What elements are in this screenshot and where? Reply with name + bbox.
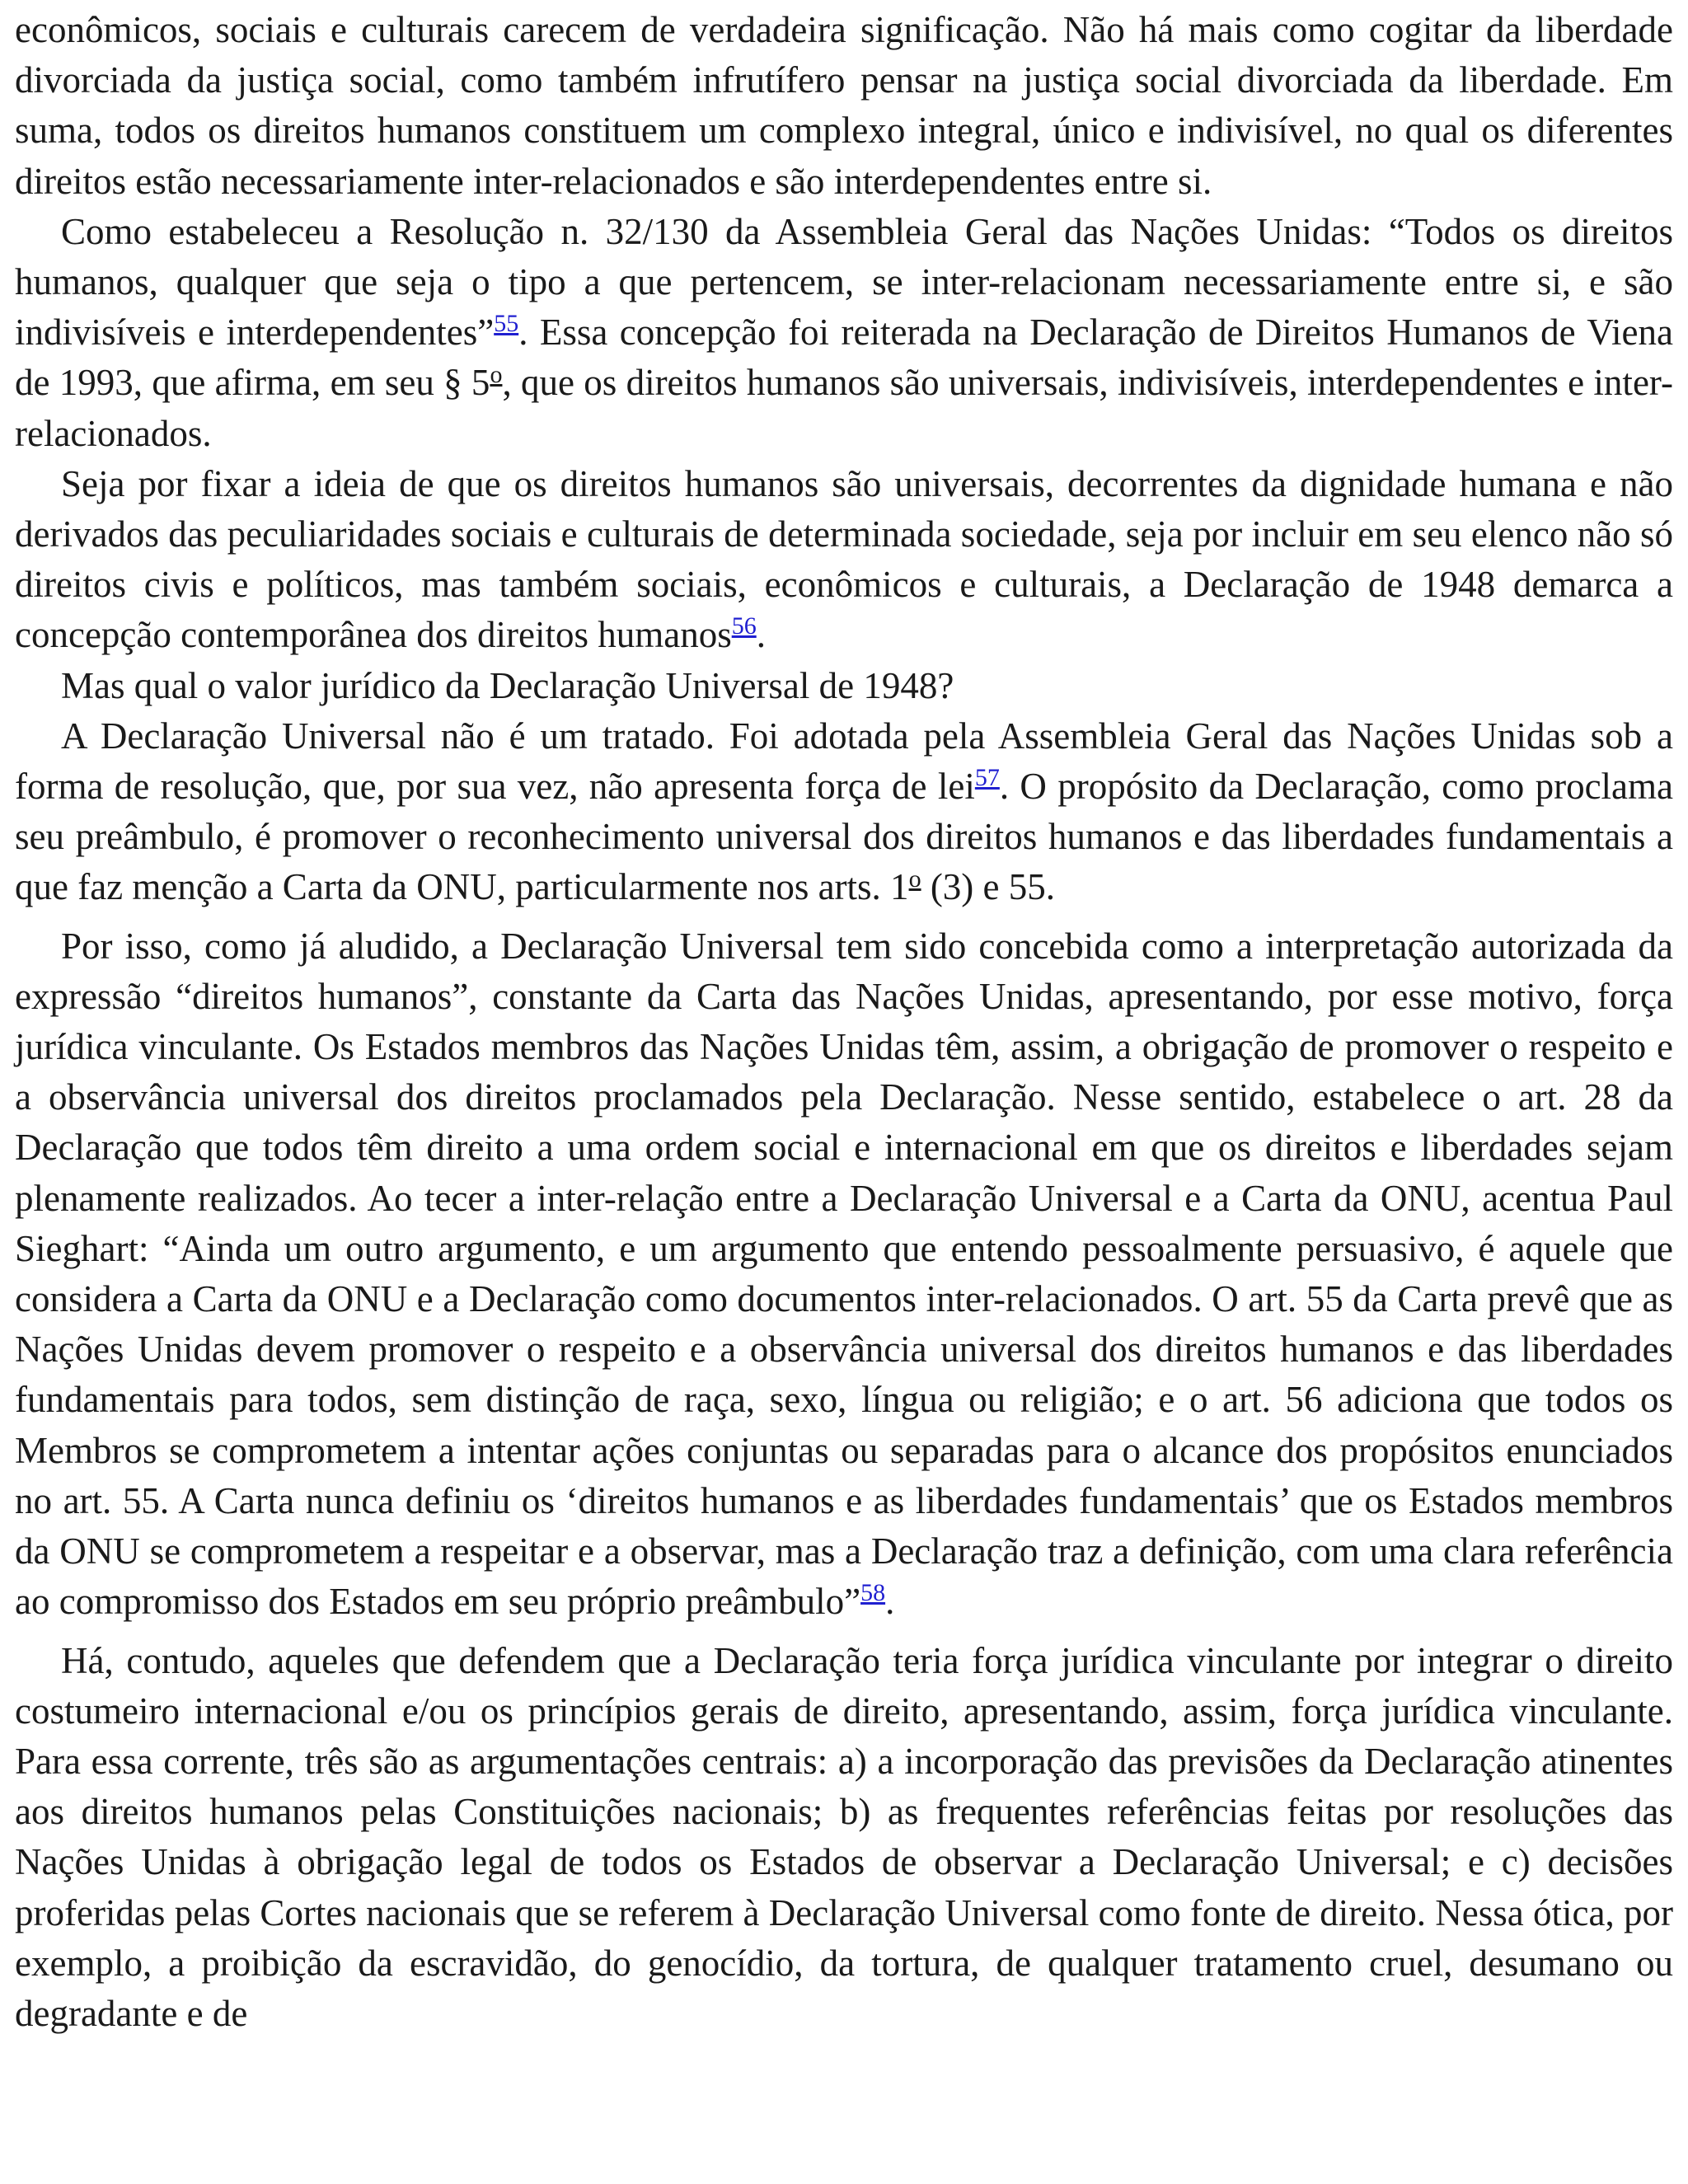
- paragraph-text: , que os direitos humanos são universais, indivisíveis, interdependentes e inter-relacionados.: [15, 362, 1673, 454]
- paragraph-7: [15, 1636, 1673, 2040]
- ordinal-indicator: o: [908, 865, 921, 893]
- footnote-link-58[interactable]: 58: [860, 1579, 886, 1607]
- paragraph-text: econômicos, sociais e culturais carecem de verdadeira significação. Não há mais como cogitar da liberdade divorciada da justiça social, como também infrutífero pensar na justiça social divorciada da liberdade. Em suma, todos os direitos humanos constituem um complexo integral, único e indivisível, no qual os diferentes direitos estão necessariamente inter-relacionados e são interdependentes entre si.: [15, 9, 1673, 202]
- paragraph-3: [15, 459, 1673, 661]
- paragraph-text: A Declaração Universal não é um tratado. Foi adotada pela Assembleia Geral das Nações Unidas sob a forma de resolução, que, por sua vez, não apresenta força de lei: [15, 715, 1673, 808]
- footnote-link-56[interactable]: 56: [731, 612, 757, 640]
- paragraph-2: [15, 207, 1673, 459]
- paragraph-5: [15, 711, 1673, 913]
- paragraph-text: .: [885, 1581, 895, 1623]
- paragraph-1: [15, 5, 1673, 207]
- paragraph-text: . Essa concepção foi reiterada na Declaração de Direitos Humanos de Viena de 1993, que afirma, em seu § 5: [15, 312, 1673, 404]
- paragraph-text: Há, contudo, aqueles que defendem que a Declaração teria força jurídica vinculante por integrar o direito costumeiro internacional e/ou os princípios gerais de direito, apresentando, assim, força jurídica vinculante. Para essa corrente, três são as argumentações centrais: a) a incorporação das previsões da Declaração atinentes aos direitos humanos pelas Constituições nacionais; b) as frequentes referências feitas por resoluções das Nações Unidas à obrigação legal de todos os Estados de observar a Declaração Universal; e c) decisões proferidas pelas Cortes nacionais que se referem à Declaração Universal como fonte de direito. Nessa ótica, por exemplo, a proibição da escravidão, do genocídio, da tortura, de qualquer tratamento cruel, desumano ou degradante e de: [15, 1639, 1673, 2034]
- paragraph-text: . O propósito da Declaração, como proclama seu preâmbulo, é promover o reconhecimento universal dos direitos humanos e das liberdades fundamentais a que faz menção a Carta da ONU, particularmente nos arts. 1: [15, 766, 1674, 908]
- paragraph-text: Como estabeleceu a Resolução n. 32/130 da Assembleia Geral das Nações Unidas: “Todos os direitos humanos, qualquer que seja o tipo a que pertencem, se inter-relacionam necessariamente entre si, e são indivisíveis e interdependentes”: [15, 210, 1673, 354]
- paragraph-text: Mas qual o valor jurídico da Declaração Universal de 1948?: [61, 664, 954, 706]
- paragraph-text: Por isso, como já aludido, a Declaração Universal tem sido concebida como a interpretação autorizada da expressão “direitos humanos”, constante da Carta das Nações Unidas, apresentando, por esse motivo, força jurídica vinculante. Os Estados membros das Nações Unidas têm, assim, a obrigação de promover o respeito e a observância universal dos direitos proclamados pela Declaração. Nesse sentido, estabelece o art. 28 da Declaração que todos têm direito a uma ordem social e internacional em que os direitos e liberdades sejam plenamente realizados. Ao tecer a inter-relação entre a Declaração Universal e a Carta da ONU, acentua Paul Sieghart: “Ainda um outro argumento, e um argumento que entendo pessoalmente persuasivo, é aquele que considera a Carta da ONU e a Declaração como documentos inter-relacionados. O art. 55 da Carta prevê que as Nações Unidas devem promover o respeito e a observância universal dos direitos humanos e das liberdades fundamentais para todos, sem distinção de raça, sexo, língua ou religião; e o art. 56 adiciona que todos os Membros se comprometem a intentar ações conjuntas ou separadas para o alcance dos propósitos enunciados no art. 55. A Carta nunca definiu os ‘direitos humanos e as liberdades fundamentais’ que os Estados membros da ONU se comprometem a respeitar e a observar, mas a Declaração traz a definição, com uma clara referência ao compromisso dos Estados em seu próprio preâmbulo”: [15, 925, 1673, 1623]
- paragraph-6: [15, 921, 1673, 1628]
- paragraph-4: [15, 661, 1673, 711]
- document-page: [15, 5, 1673, 2039]
- footnote-link-55[interactable]: 55: [494, 310, 519, 338]
- paragraph-text: (3) e 55.: [921, 866, 1056, 908]
- paragraph-text: .: [756, 614, 766, 656]
- paragraph-text: Seja por fixar a ideia de que os direitos humanos são universais, decorrentes da dignidade humana e não derivados das peculiaridades sociais e culturais de determinada sociedade, seja por incluir em seu elenco não só direitos civis e políticos, mas também sociais, econômicos e culturais, a Declaração de 1948 demarca a concepção contemporânea dos direitos humanos: [15, 462, 1673, 656]
- footnote-link-57[interactable]: 57: [974, 764, 1000, 792]
- ordinal-indicator: o: [490, 361, 503, 389]
